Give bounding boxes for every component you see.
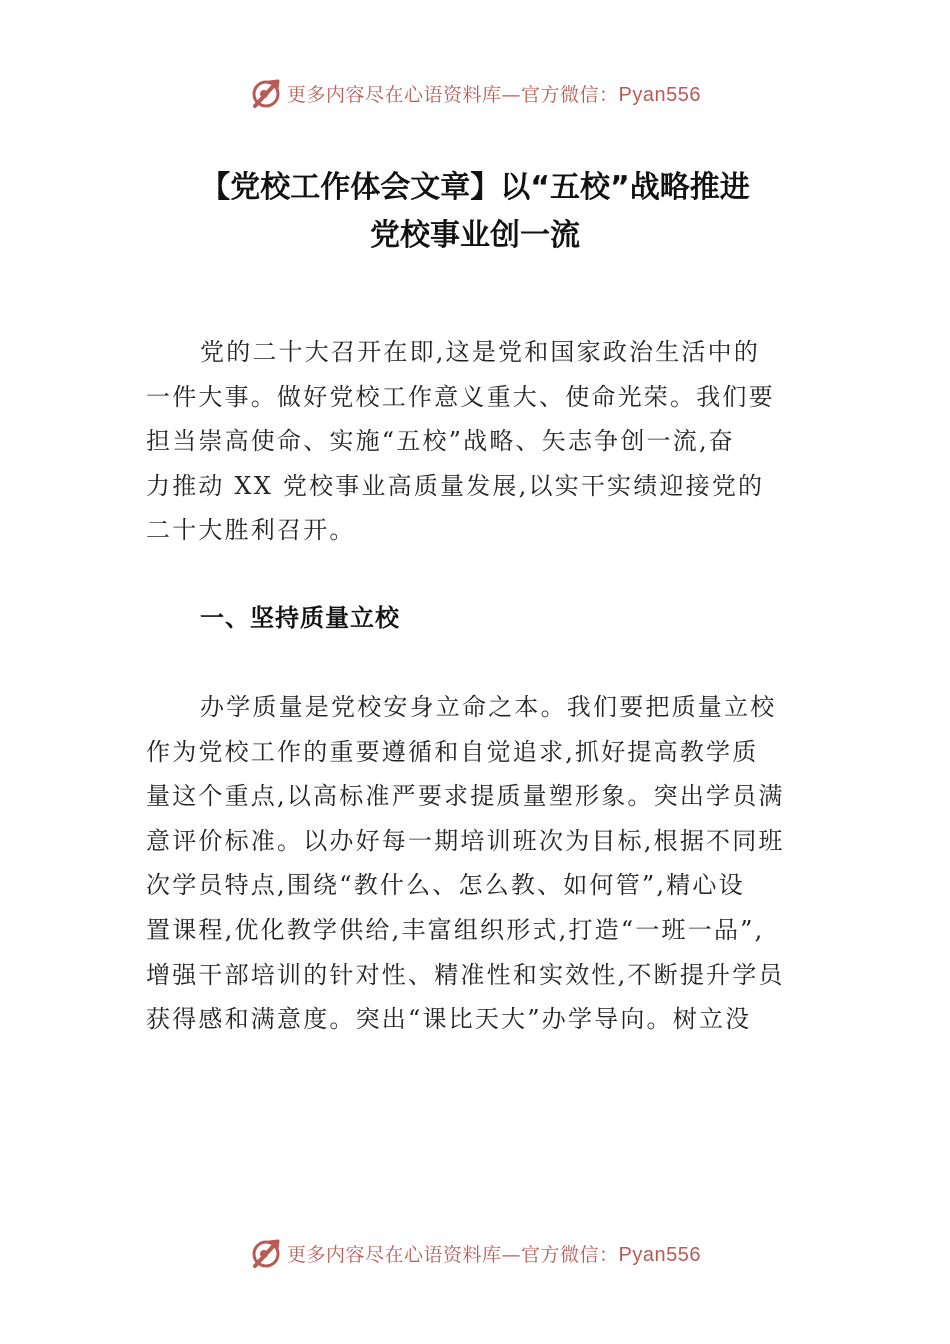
watermark-logo-icon (249, 1236, 283, 1270)
paragraph-line: 办学质量是党校安身立命之本。我们要把质量立校 (200, 693, 777, 721)
paragraph-line: 力推动 XX 党校事业高质量发展,以实干实绩迎接党的 (146, 471, 765, 500)
paragraph-line: 获得感和满意度。突出“课比天大”办学导向。树立没 (146, 1005, 752, 1034)
section-heading: 一、坚持质量立校 (200, 604, 400, 632)
watermark-handle: Pyan556 (618, 83, 701, 106)
watermark-handle: Pyan556 (618, 1243, 701, 1266)
paragraph-line: 担当崇高使命、实施“五校”战略、矢志争创一流,奋 (146, 427, 735, 456)
title-line: 【党校工作体会文章】以“五校”战略推进 (200, 170, 750, 205)
paragraph-intro (146, 330, 806, 553)
paragraph-line: 增强干部培训的针对性、精准性和实效性,不断提升学员 (146, 960, 785, 989)
paragraph-line: 量这个重点,以高标准严要求提质量塑形象。突出学员满 (146, 782, 785, 811)
paragraph-line: 次学员特点,围绕“教什么、怎么教、如何管”,精心设 (146, 871, 745, 900)
title-line: 党校事业创一流 (370, 218, 580, 253)
paragraph-line: 一件大事。做好党校工作意义重大、使命光荣。我们要 (146, 382, 775, 411)
paragraph-line: 意评价标准。以办好每一期培训班次为目标,根据不同班 (146, 826, 785, 855)
paragraph-line: 置课程,优化教学供给,丰富组织形式,打造“一班一品”, (146, 915, 765, 944)
document-title (100, 164, 850, 260)
watermark-text: 更多内容尽在心语资料库—官方微信：Pyan556 (287, 1243, 701, 1266)
watermark-text: 更多内容尽在心语资料库—官方微信：Pyan556 (287, 83, 701, 106)
paragraph-line: 作为党校工作的重要遵循和自觉追求,抓好提高教学质 (146, 737, 759, 766)
watermark-logo-icon (249, 76, 283, 110)
paragraph-line: 二十大胜利召开。 (146, 516, 356, 545)
paragraph-quality (146, 685, 806, 1042)
paragraph-line: 党的二十大召开在即,这是党和国家政治生活中的 (200, 338, 761, 366)
watermark-banner-top (0, 73, 950, 113)
watermark-banner-bottom (0, 1233, 950, 1273)
